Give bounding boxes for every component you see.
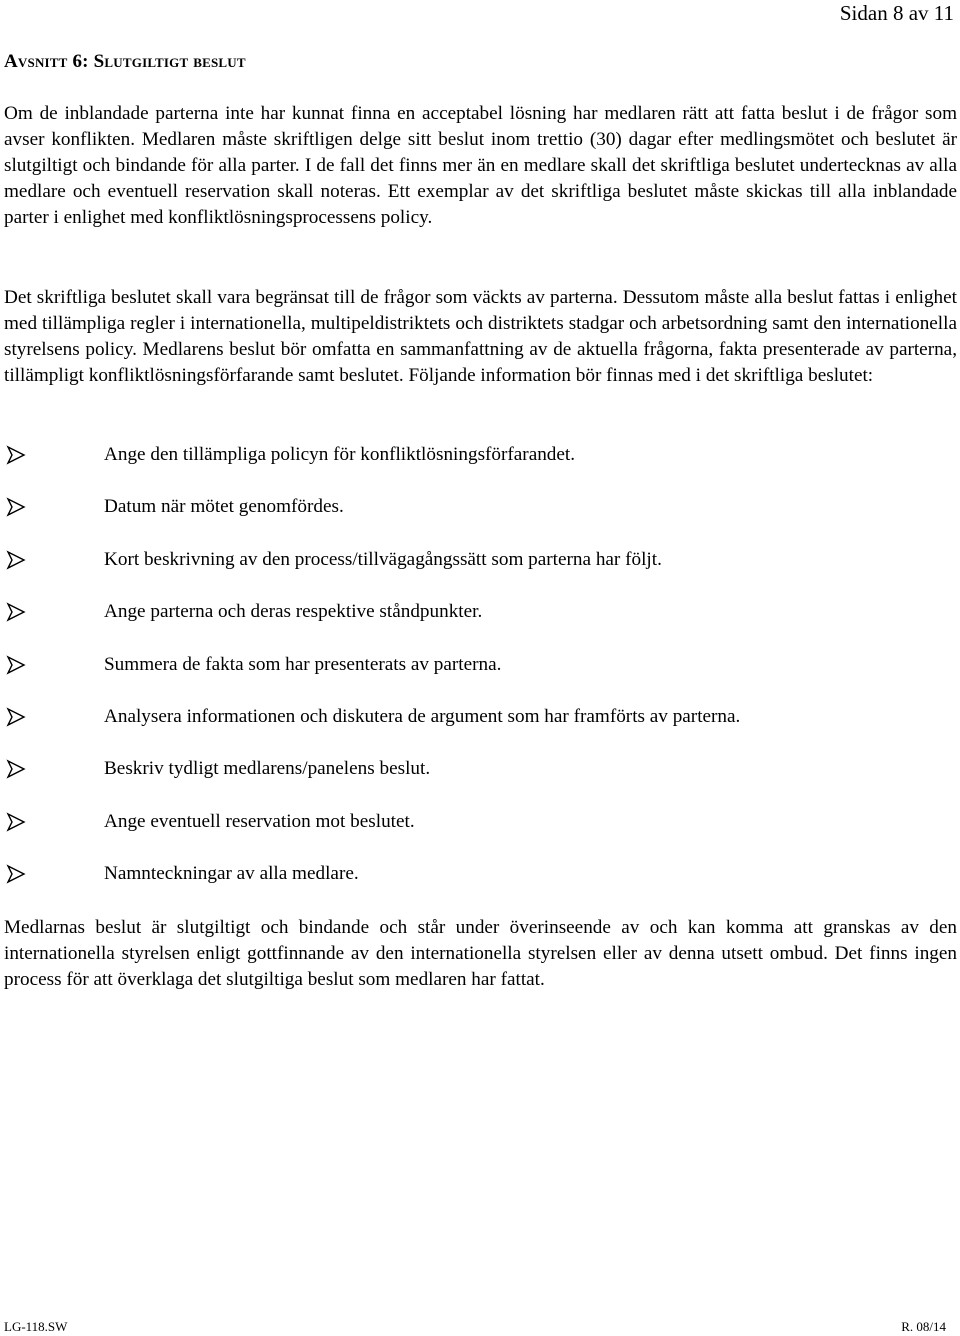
arrowhead-bullet-icon [6, 445, 26, 465]
list-item [0, 861, 960, 913]
arrowhead-bullet-icon [6, 812, 26, 832]
list-item-text: Beskriv tydligt medlarens/panelens beslut. [104, 758, 431, 780]
paragraph-intro: Om de inblandade parterna inte har kunnat finna en acceptabel lösning har medlaren rätt att fatta beslut i de frågor som avser konflikten. Medlaren måste skriftligen delge sitt beslut inom trettio (30) dagar efter medlingsmötet och beslutet är slutgiltigt och bindande för alla parter. I de fall det finns mer än en medlare skall det skriftliga beslutet undertecknas av alla medlare och eventuell reservation skall noteras. Ett exemplar av det skriftliga beslutet måste skickas till alla inblandade parter i enlighet med konfliktlösningsprocessens policy. [4, 103, 957, 228]
arrowhead-bullet-icon [6, 655, 26, 675]
list-item [0, 547, 960, 599]
arrowhead-bullet-icon [6, 602, 26, 622]
section-title: Avsnitt 6: Slutgiltigt beslut [4, 51, 246, 72]
arrowhead-bullet-icon [6, 707, 26, 727]
arrowhead-bullet-icon [6, 550, 26, 570]
list-item-text: Namnteckningar av alla medlare. [104, 863, 359, 885]
arrowhead-bullet-icon [6, 864, 26, 884]
list-item-text: Ange eventuell reservation mot beslutet. [104, 810, 415, 832]
list-item-text: Ange den tillämpliga policyn för konfliktlösningsförfarandet. [104, 444, 576, 465]
list-item-text: Datum när mötet genomfördes. [104, 496, 344, 518]
page-number: Sidan 8 av 11 [839, 1, 954, 25]
list-item-text: Kort beskrivning av den process/tillvägagångssätt som parterna har följt. [104, 548, 662, 570]
decision-requirements-list [0, 442, 960, 914]
paragraph-requirements: Det skriftliga beslutet skall vara begränsat till de frågor som väckts av parterna. Dessutom måste alla beslut fattas i enlighet med tillämpliga regler i internationella, multipeldistriktets och distriktets stadgar och arbetsordning samt den internationella styrelsens policy. Medlarens beslut bör omfatta en sammanfattning av de aktuella frågorna, fakta presenterade av parterna, tillämpligt konfliktlösningsförfarande samt beslutet. Följande information bör finnas med i det skriftliga beslutet: [4, 287, 957, 386]
list-item-text: Ange parterna och deras respektive ståndpunkter. [104, 601, 483, 623]
arrowhead-bullet-icon [6, 759, 26, 779]
paragraph-appeal: Medlarnas beslut är slutgiltigt och bindande och står under överinseende av och kan komma att granskas av den internationella styrelsen enligt gottfinnande av den internationella styrelsen eller av denna utsett ombud. Det finns ingen process för att överklaga det slutgiltiga beslut som medlaren har fattat. [4, 917, 957, 990]
list-item [0, 599, 960, 651]
list-item [0, 809, 960, 861]
list-item [0, 442, 960, 494]
list-item [0, 756, 960, 808]
list-item-text: Summera de fakta som har presenterats av parterna. [104, 653, 502, 675]
list-item-text: Analysera informationen och diskutera de argument som har framförts av parterna. [104, 705, 741, 727]
revision-date: R. 08/14 [901, 1319, 946, 1334]
list-item [0, 704, 960, 756]
list-item [0, 494, 960, 546]
list-item [0, 652, 960, 704]
arrowhead-bullet-icon [6, 497, 26, 517]
document-code: LG-118.SW [4, 1319, 68, 1334]
